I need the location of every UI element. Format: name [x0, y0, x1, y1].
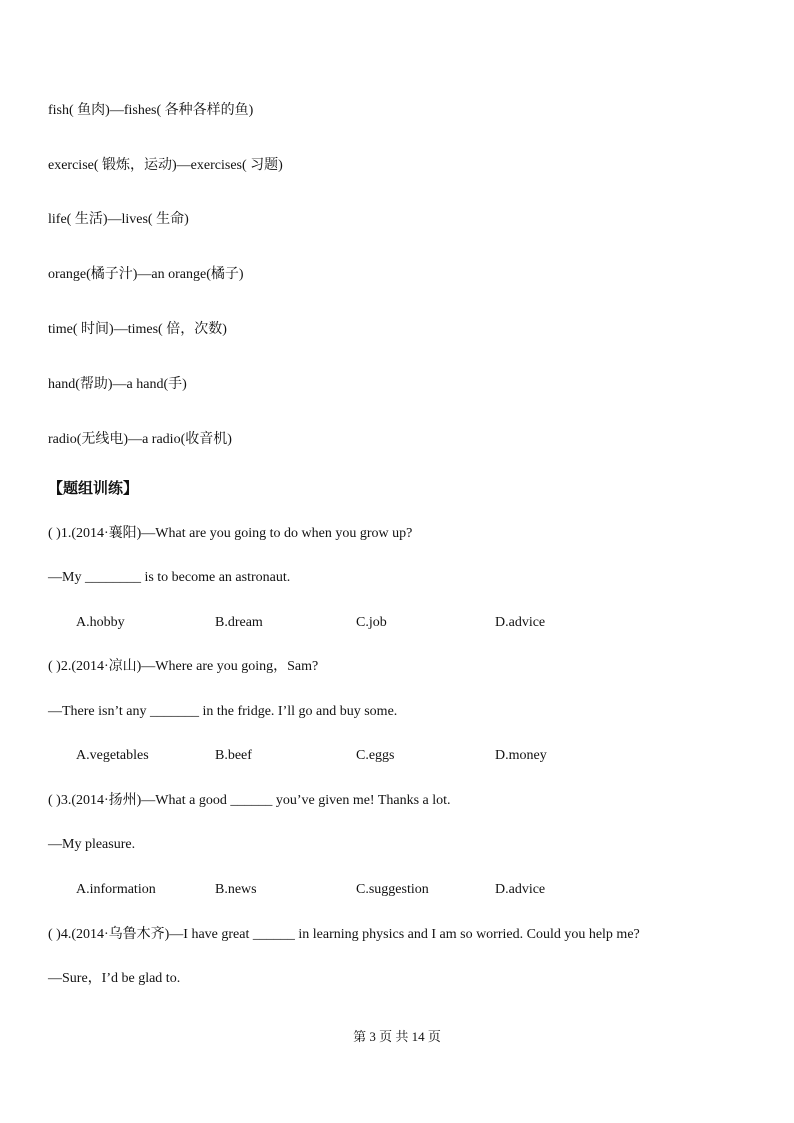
section-title: 【题组训练】 — [48, 479, 139, 497]
question-3-reply: —My pleasure. — [48, 837, 136, 852]
question-2-option-c: C.eggs — [356, 748, 395, 763]
question-3-option-d: D.advice — [495, 882, 546, 897]
question-3-option-c: C.suggestion — [356, 882, 429, 897]
question-3-option-b: B.news — [215, 882, 257, 897]
question-1-stem: ( )1.(2014·襄阳)—What are you going to do when you grow up? — [48, 526, 413, 541]
vocab-line-4: orange(橘子汁)—an orange(橘子) — [48, 267, 244, 282]
vocab-line-7: radio(无线电)—a radio(收音机) — [48, 432, 232, 447]
question-3-stem: ( )3.(2014·扬州)—What a good ______ you’ve given me! Thanks a lot. — [48, 793, 451, 808]
question-3-option-a: A.information — [76, 882, 156, 897]
question-1-option-a: A.hobby — [76, 615, 125, 630]
question-1-option-b: B.dream — [215, 615, 263, 630]
page-footer: 第 3 页 共 14 页 — [353, 1029, 441, 1044]
vocab-line-6: hand(帮助)—a hand(手) — [48, 377, 187, 392]
question-2-stem: ( )2.(2014·凉山)—Where are you going，Sam? — [48, 659, 319, 674]
vocab-line-5: time( 时间)—times( 倍，次数) — [48, 322, 227, 337]
question-1-reply: —My ________ is to become an astronaut. — [48, 570, 291, 585]
question-2-option-a: A.vegetables — [76, 748, 149, 763]
question-2-reply: —There isn’t any _______ in the fridge. I’ll go and buy some. — [48, 704, 398, 719]
question-2-option-d: D.money — [495, 748, 547, 763]
vocab-line-1: fish( 鱼肉)—fishes( 各种各样的鱼) — [48, 103, 254, 118]
question-1-option-d: D.advice — [495, 615, 546, 630]
question-2-option-b: B.beef — [215, 748, 252, 763]
question-4-reply: —Sure，I’d be glad to. — [48, 971, 181, 986]
question-1-option-c: C.job — [356, 615, 387, 630]
vocab-line-3: life( 生活)—lives( 生命) — [48, 212, 189, 227]
question-4-stem: ( )4.(2014·乌鲁木齐)—I have great ______ in learning physics and I am so worried. Could you help me? — [48, 927, 640, 942]
vocab-line-2: exercise( 锻炼，运动)—exercises( 习题) — [48, 158, 283, 173]
